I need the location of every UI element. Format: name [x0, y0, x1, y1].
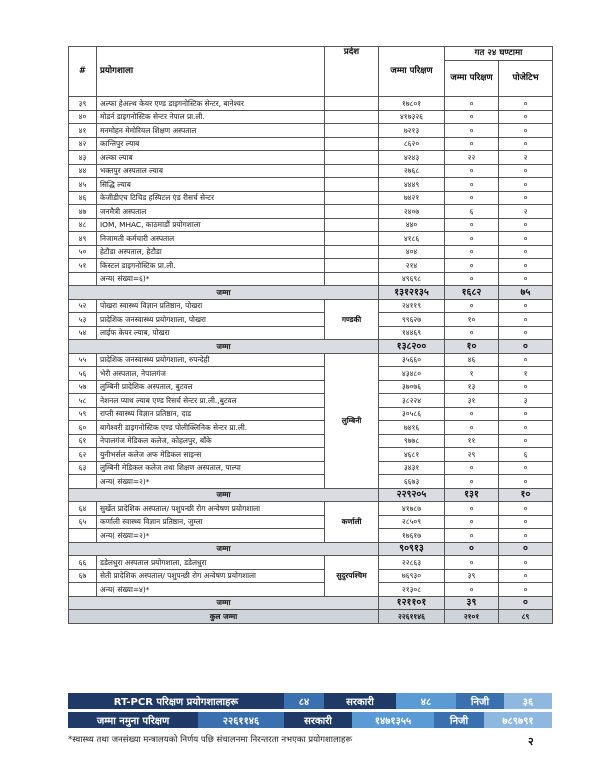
row-number: ४५: [69, 178, 97, 192]
total-tests: ४२४३: [379, 151, 445, 165]
header-total-tests: जम्मा परिक्षण: [379, 47, 445, 97]
lab-name: सेती प्रादेशिक अस्पताल/ पशुपन्छी रोग अन्वेषण प्रयोगशाला: [97, 569, 325, 583]
lab-name: मोडर्न डाइगनोस्टिक सेन्टर नेपाल प्रा.ली.: [97, 110, 325, 124]
row-number: ३९: [69, 97, 97, 111]
row-number: ५०: [69, 245, 97, 259]
total-tests: २१४: [379, 259, 445, 273]
row-number: ५२: [69, 299, 97, 313]
tests-24h: १६८२: [445, 286, 499, 300]
lab-name: किस्टल डाइगनोस्टिक प्रा.ली.: [97, 259, 325, 273]
rtpcr-lab-summary: [68, 693, 552, 709]
header-last24: गत २४ घण्टामा: [445, 47, 553, 61]
total-tests: ४१७३२६: [379, 110, 445, 124]
tests-24h: ०: [445, 259, 499, 273]
total-tests: ४३४८०: [379, 367, 445, 381]
positive-24h: ०: [499, 178, 553, 192]
row-number: ४४: [69, 164, 97, 178]
total-tests: २१३०८: [379, 583, 445, 597]
table-row: [69, 151, 553, 165]
row-number: ६१: [69, 434, 97, 448]
positive-24h: ०: [499, 245, 553, 259]
header-lab: प्रयोगशाला: [97, 47, 325, 97]
lab-name: युनीभर्सल कलेज अफ मेडिकल साइन्स: [97, 448, 325, 462]
row-number: ४०: [69, 110, 97, 124]
total-tests: २२६११४६: [379, 610, 445, 624]
table-row: [69, 191, 553, 205]
tests-24h: ०: [445, 164, 499, 178]
positive-24h: ०: [499, 502, 553, 516]
positive-24h: ०: [499, 529, 553, 543]
positive-24h: ०: [499, 421, 553, 435]
tests-24h: ०: [445, 475, 499, 489]
total-tests: ४४०: [379, 218, 445, 232]
province-cell: [325, 164, 379, 178]
positive-24h: ०: [499, 313, 553, 327]
sample-test-summary: [68, 712, 552, 728]
tests-24h: ०: [445, 407, 499, 421]
positive-24h: ०: [499, 164, 553, 178]
row-number: ५५: [69, 353, 97, 367]
province-karnali: कर्णाली: [325, 502, 379, 543]
total-tests: ७४२१: [379, 191, 445, 205]
grand-total-row: [69, 610, 553, 624]
positive-24h: ६: [499, 448, 553, 462]
table-row: [69, 569, 553, 583]
total-tests: २४०७: [379, 205, 445, 219]
positive-24h: ०: [499, 326, 553, 340]
positive-24h: ०: [499, 596, 553, 610]
positive-24h: ०: [499, 110, 553, 124]
tests-24h: २१०१: [445, 610, 499, 624]
header-province: प्रदेश: [325, 47, 379, 97]
province-gandaki: गण्डकी: [325, 299, 379, 340]
tests-24h: ०: [445, 110, 499, 124]
tests-24h: ४६: [445, 353, 499, 367]
row-number: ५३: [69, 313, 97, 327]
table-row: [69, 124, 553, 138]
lab-name: केजीडीएच टिचिड हस्पिटल एंड रीसर्च सेन्टर: [97, 191, 325, 205]
tests-24h: ०: [445, 583, 499, 597]
province-cell: [325, 191, 379, 205]
tests-24h: १३१: [445, 488, 499, 502]
lab-name: सुर्खेत प्रादेशिक अस्पताल/ पशुपन्छी रोग अन्वेषण प्रयोगशाला: [97, 502, 325, 516]
tests-24h: ६: [445, 205, 499, 219]
lab-name: अन्य( संख्या=४)*: [97, 583, 325, 597]
tests-24h: ०: [445, 232, 499, 246]
table-row: [69, 232, 553, 246]
row-number: [69, 583, 97, 597]
rtpcr-gov-label: सरकारी: [324, 693, 396, 709]
row-number: ५६: [69, 367, 97, 381]
tests-24h: २२: [445, 151, 499, 165]
lab-name: अल्का ल्याब: [97, 151, 325, 165]
row-number: ४६: [69, 191, 97, 205]
positive-24h: ०: [499, 299, 553, 313]
total-label: कुल जम्मा: [69, 610, 379, 624]
total-tests: ४०४: [379, 245, 445, 259]
lab-name: सिद्धि ल्याब: [97, 178, 325, 192]
table-row: [69, 178, 553, 192]
tests-24h: ३१: [445, 394, 499, 408]
lab-name: जनमैत्री अस्पताल: [97, 205, 325, 219]
positive-24h: ३: [499, 394, 553, 408]
lab-tests-table: [68, 46, 553, 624]
row-number: ६३: [69, 461, 97, 475]
tests-24h: ०: [445, 178, 499, 192]
tests-24h: ०: [445, 542, 499, 556]
tests-24h: ०: [445, 218, 499, 232]
lab-name: प्रादेशिक जनस्वास्थ्य प्रयोगशाला, पोखरा: [97, 313, 325, 327]
positive-24h: ०: [499, 137, 553, 151]
lab-name: राप्ती स्वास्थ्य विज्ञान प्रतिष्ठान, दाड: [97, 407, 325, 421]
province-cell: [325, 232, 379, 246]
sample-pvt-count: ७८९७९१: [484, 712, 552, 728]
province-cell: [325, 259, 379, 273]
tests-24h: १३: [445, 380, 499, 394]
lab-name: लुम्बिनी मेडिकल कलेज तथा शिक्षण अस्पताल, पाल्पा: [97, 461, 325, 475]
total-label: जम्मा: [69, 488, 379, 502]
lab-name: IOM, MHAC, काठमाडौं प्रयोगशाला: [97, 218, 325, 232]
total-label: जम्मा: [69, 596, 379, 610]
positive-24h: ०: [499, 515, 553, 529]
positive-24h: ०: [499, 556, 553, 570]
province-cell: [325, 272, 379, 286]
total-tests: ९०९१३: [379, 542, 445, 556]
table-row: [69, 299, 553, 313]
sample-gov-label: सरकारी: [284, 712, 352, 728]
total-tests: २२९२०५: [379, 488, 445, 502]
table-row: [69, 218, 553, 232]
row-number: [69, 529, 97, 543]
positive-24h: ०: [499, 97, 553, 111]
total-tests: ४१८६: [379, 232, 445, 246]
positive-24h: ०: [499, 259, 553, 273]
sample-count: २२६११४६: [198, 712, 284, 728]
lab-name: नेपालगंज मेडिकल कलेज, कोहलपुर, बाँके: [97, 434, 325, 448]
table-row: [69, 110, 553, 124]
lab-name: कान्तिपुर ल्याब: [97, 137, 325, 151]
table-row: [69, 475, 553, 489]
row-number: ५७: [69, 380, 97, 394]
header-positive: पोजेटिभ: [499, 61, 553, 97]
province-cell: [325, 137, 379, 151]
rtpcr-pvt-count: ३६: [504, 693, 552, 709]
rtpcr-count: ८४: [284, 693, 324, 709]
row-number: ५९: [69, 407, 97, 421]
row-number: ६२: [69, 448, 97, 462]
lab-name: मनमोहन मेमोरियल शिक्षण अस्पताल: [97, 124, 325, 138]
total-tests: ८६२०: [379, 137, 445, 151]
table-row: [69, 434, 553, 448]
tests-24h: १: [445, 367, 499, 381]
rtpcr-label: RT-PCR परिक्षण प्रयोगशालाहरू: [68, 693, 284, 709]
table-row: [69, 556, 553, 570]
positive-24h: ०: [499, 475, 553, 489]
lab-name: अन्य( संख्या=२)*: [97, 529, 325, 543]
lab-name: अन्य( संख्या=२)*: [97, 475, 325, 489]
total-tests: ९९६२७: [379, 313, 445, 327]
row-number: ४८: [69, 218, 97, 232]
total-tests: १४४६९: [379, 326, 445, 340]
province-lumbini: लुम्बिनी: [325, 353, 379, 488]
gandaki-total-row: [69, 340, 553, 354]
table-row: [69, 164, 553, 178]
table-row: [69, 583, 553, 597]
positive-24h: ०: [499, 232, 553, 246]
positive-24h: २: [499, 151, 553, 165]
positive-24h: १: [499, 367, 553, 381]
lab-name: बागेश्वरी डाइगनोस्टिक एण्ड पोलीक्लिनिक सेन्टर प्रा.ली.: [97, 421, 325, 435]
lab-name: लाईफ केयर ल्याब, पोखरा: [97, 326, 325, 340]
total-label: जम्मा: [69, 340, 379, 354]
total-tests: १७६१७: [379, 529, 445, 543]
table-row: [69, 448, 553, 462]
tests-24h: ०: [445, 245, 499, 259]
row-number: ५४: [69, 326, 97, 340]
total-tests: ७४१६: [379, 421, 445, 435]
positive-24h: ०: [499, 353, 553, 367]
tests-24h: ०: [445, 97, 499, 111]
lab-name: अल्फा हेअल्थ केयर एण्ड डाइगनोस्टिक सेन्टर, बानेश्वर: [97, 97, 325, 111]
lumbini-total-row: [69, 488, 553, 502]
positive-24h: ८९: [499, 610, 553, 624]
total-tests: १२११०१: [379, 596, 445, 610]
tests-24h: ०: [445, 556, 499, 570]
sudurpaschim-total-row: [69, 596, 553, 610]
total-tests: ४६८१: [379, 448, 445, 462]
table-row: [69, 137, 553, 151]
lab-name: अन्य( संख्या=६)*: [97, 272, 325, 286]
total-tests: १३१२१३५: [379, 286, 445, 300]
lab-name: पोखरा स्वास्थ्य विज्ञान प्रतिष्ठान, पोखरा: [97, 299, 325, 313]
total-tests: २४११९: [379, 299, 445, 313]
table-row: [69, 205, 553, 219]
row-number: ६७: [69, 569, 97, 583]
tests-24h: ११: [445, 434, 499, 448]
table-row: [69, 245, 553, 259]
rtpcr-gov-count: ४८: [396, 693, 456, 709]
row-number: ५८: [69, 394, 97, 408]
province-cell: [325, 178, 379, 192]
row-number: [69, 475, 97, 489]
province-sudurpaschim: सुदुरपश्चिम: [325, 556, 379, 597]
total-tests: २२८६३: [379, 556, 445, 570]
table-row: [69, 421, 553, 435]
row-number: ५१: [69, 259, 97, 273]
tests-24h: ०: [445, 461, 499, 475]
table-row: [69, 394, 553, 408]
total-tests: ३७०७६: [379, 380, 445, 394]
total-tests: ३५६६०: [379, 353, 445, 367]
total-tests: १७८०१: [379, 97, 445, 111]
province-cell: [325, 245, 379, 259]
table-row: [69, 259, 553, 273]
total-label: जम्मा: [69, 542, 379, 556]
table-row: [69, 272, 553, 286]
header-num: #: [69, 47, 97, 97]
lab-name: प्रादेशिक जनस्वास्थ्य प्रयोगशाला, रुपन्देही: [97, 353, 325, 367]
tests-24h: ०: [445, 326, 499, 340]
tests-24h: २९: [445, 448, 499, 462]
tests-24h: ०: [445, 502, 499, 516]
tests-24h: ३९: [445, 596, 499, 610]
tests-24h: ०: [445, 529, 499, 543]
total-tests: ७६९३०: [379, 569, 445, 583]
tests-24h: ०: [445, 299, 499, 313]
row-number: ४२: [69, 137, 97, 151]
lab-name: कर्णाली स्वास्थ्य विज्ञान प्रतिष्ठान, जुम्ला: [97, 515, 325, 529]
total-tests: ६६७३: [379, 475, 445, 489]
header-tests24: जम्मा परिक्षण: [445, 61, 499, 97]
table-row: [69, 502, 553, 516]
total-label: जम्मा: [69, 286, 379, 300]
lab-name: भेरी अस्पताल, नेपालगंज: [97, 367, 325, 381]
total-tests: २८५०९: [379, 515, 445, 529]
tests-24h: ०: [445, 191, 499, 205]
table-row: [69, 515, 553, 529]
positive-24h: ०: [499, 542, 553, 556]
table-row: [69, 97, 553, 111]
row-number: ६४: [69, 502, 97, 516]
table-row: [69, 326, 553, 340]
positive-24h: ०: [499, 191, 553, 205]
province-cell: [325, 110, 379, 124]
row-number: ६६: [69, 556, 97, 570]
tests-24h: ३९: [445, 569, 499, 583]
lab-name: लुम्बिनी प्रादेशिक अस्पताल, बुटवल: [97, 380, 325, 394]
province-cell: [325, 205, 379, 219]
row-number: ४९: [69, 232, 97, 246]
row-number: [69, 272, 97, 286]
tests-24h: १०: [445, 340, 499, 354]
tests-24h: ०: [445, 515, 499, 529]
table-row: [69, 380, 553, 394]
positive-24h: ०: [499, 272, 553, 286]
rtpcr-pvt-label: निजी: [456, 693, 504, 709]
bagmati-total-row: [69, 286, 553, 300]
tests-24h: ०: [445, 272, 499, 286]
row-number: ४३: [69, 151, 97, 165]
province-cell: [325, 151, 379, 165]
table-row: [69, 367, 553, 381]
province-cell: [325, 218, 379, 232]
province-cell: [325, 97, 379, 111]
tests-24h: ०: [445, 421, 499, 435]
positive-24h: ०: [499, 583, 553, 597]
lab-name: हेटौडा अस्पताल, हेटौडा: [97, 245, 325, 259]
total-tests: १३८२००: [379, 340, 445, 354]
lab-name: नेशनल प्याथ ल्याब एण्ड रिसर्च सेन्टर प्रा.ली.,बुटवल: [97, 394, 325, 408]
table-row: [69, 353, 553, 367]
tests-24h: १०: [445, 313, 499, 327]
total-tests: ३४३१: [379, 461, 445, 475]
total-tests: २७६८: [379, 164, 445, 178]
positive-24h: ०: [499, 124, 553, 138]
table-row: [69, 461, 553, 475]
table-row: [69, 529, 553, 543]
karnali-total-row: [69, 542, 553, 556]
positive-24h: ०: [499, 380, 553, 394]
total-tests: ३८२२४: [379, 394, 445, 408]
positive-24h: २: [499, 205, 553, 219]
province-cell: [325, 124, 379, 138]
positive-24h: ०: [499, 218, 553, 232]
sample-gov-count: १४७१३५५: [352, 712, 434, 728]
positive-24h: ०: [499, 407, 553, 421]
sample-pvt-label: निजी: [434, 712, 484, 728]
tests-24h: ०: [445, 124, 499, 138]
total-tests: ४१७८७: [379, 502, 445, 516]
row-number: ६०: [69, 421, 97, 435]
total-tests: ४४४९: [379, 178, 445, 192]
total-tests: ९७७८: [379, 434, 445, 448]
total-tests: ४९६९८: [379, 272, 445, 286]
positive-24h: ०: [499, 434, 553, 448]
total-tests: ७२१३: [379, 124, 445, 138]
total-tests: ३०५८६: [379, 407, 445, 421]
lab-name: निजामती कर्मचारी अस्पताल: [97, 232, 325, 246]
sample-label: जम्मा नमुना परिक्षण: [68, 712, 198, 728]
positive-24h: ०: [499, 461, 553, 475]
lab-name: भक्तपुर अस्पताल ल्याब: [97, 164, 325, 178]
table-row: [69, 407, 553, 421]
page-number: २: [528, 735, 534, 748]
table-row: [69, 313, 553, 327]
lab-name: डडेलधुरा अस्पताल प्रयोगशाला, डडेलधुरा: [97, 556, 325, 570]
row-number: ४७: [69, 205, 97, 219]
positive-24h: १०: [499, 488, 553, 502]
row-number: ६५: [69, 515, 97, 529]
tests-24h: ०: [445, 137, 499, 151]
footnote: *स्वास्थ्य तथा जनसंख्या मन्त्रालयको निर्णय पछि संचालनमा निरन्तरता नभएका प्रयोगशालाहरू: [68, 735, 353, 745]
positive-24h: ७५: [499, 286, 553, 300]
positive-24h: ०: [499, 340, 553, 354]
row-number: ४१: [69, 124, 97, 138]
positive-24h: ०: [499, 569, 553, 583]
